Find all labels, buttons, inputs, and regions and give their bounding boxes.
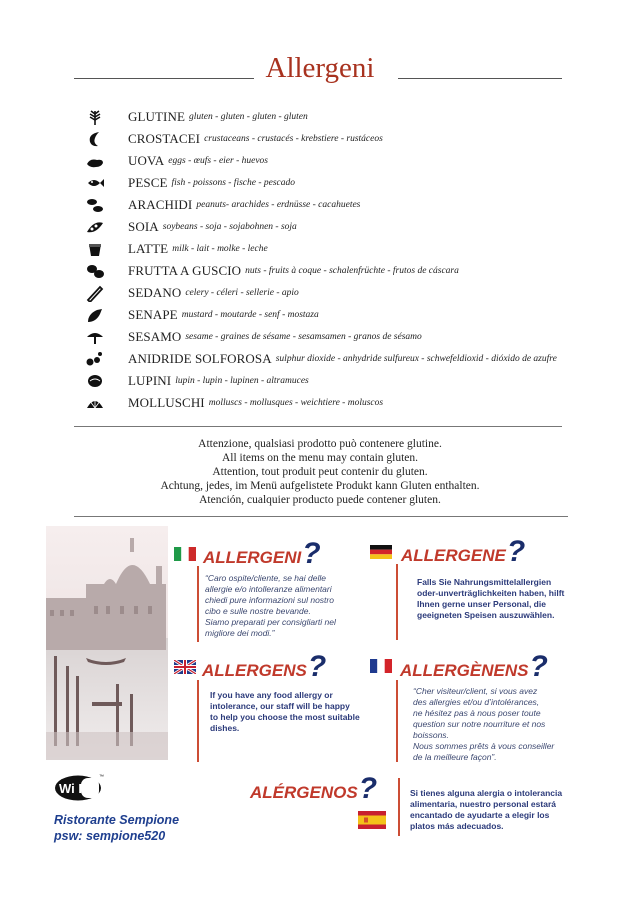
flag-france-icon [370,659,392,673]
text-es-line: encantado de ayudarte a elegir los [410,810,550,820]
allergen-translations: lupin - lupin - lupinen - altramuces [175,376,309,386]
allergen-name: LUPINI [128,373,172,388]
shrimp-icon [84,130,106,148]
nuts-icon [84,262,106,280]
allergen-name: SOIA [128,219,159,234]
allergen-name: PESCE [128,175,168,190]
allergens-title-it-text: ALLERGENI [203,548,302,567]
wifi-password: psw: sempione520 [54,829,166,843]
title-rule-right [398,78,562,79]
text-fr-line: des allergies et/ou d’intolérances, [413,697,540,707]
allergen-item [84,260,459,282]
allergen-item [84,150,268,172]
text-it-line: Siamo preparati per consigliarti nel [205,617,336,627]
allergens-title-es-text: ALÉRGENOS [250,783,358,802]
allergen-name: LATTE [128,241,169,256]
warning-line-fr: Attention, tout produit peut contenir du gluten. [212,466,428,478]
text-fr-line: ne hésitez pas à nous poser toute [413,708,541,718]
warning-line-en: All items on the menu may contain gluten. [221,452,419,464]
flag-spain-icon [358,811,386,829]
allergen-item [84,304,319,326]
text-fr-line: “Cher visiteur/client, si vous avez [413,686,538,696]
text-en-line: dishes. [210,723,240,733]
question-mark-en: ? [307,650,327,683]
text-it-line: allergie e/o intolleranze alimentari [205,584,332,594]
allergen-translations: gluten - gluten - gluten - gluten [189,112,308,122]
allergens-title-fr-text: ALLERGÈNENS [400,661,529,680]
question-mark-it: ? [302,537,321,570]
text-en-line: If you have any food allergy or [210,690,333,700]
allergen-translations: nuts - fruits à coque - schalenfrüchte - frutos de cáscara [245,266,459,276]
text-fr-line: Nous sommes prêts à vous conseiller [413,741,555,751]
celery-icon [84,284,106,302]
accent-bar-it [197,566,199,642]
allergen-item [84,216,297,238]
text-es-line: alimentaria, nuestro personal estará [410,799,556,809]
wifi-logo-text: Wi Fi [59,781,90,796]
text-de-line: oder-unverträglichkeiten haben, hilft [417,588,565,598]
text-es-line: Si tienes alguna alergia o intolerancia [410,788,563,798]
venice-image [46,526,168,760]
allergen-translations: sesame - graines de sésame - sesamsamen - granos de sésamo [185,332,422,342]
allergens-title-de [401,535,525,569]
allergen-name: CROSTACEI [128,131,201,146]
divider-bottom [74,516,568,517]
text-fr-line: question sur notre nourriture et nos [413,719,546,729]
question-mark-es: ? [358,772,378,805]
flag-italy-icon [174,547,196,561]
allergen-name: ARACHIDI [128,197,193,212]
lupin-icon [84,372,106,390]
allergens-title-it [203,537,321,571]
egg-icon [84,152,106,170]
peanut-icon [84,196,106,214]
allergens-text-en [210,690,360,734]
milk-icon [84,240,106,258]
allergen-item [84,194,360,216]
allergens-title-de-text: ALLERGENE [401,546,506,565]
text-es-line: platos más adecuados. [410,821,504,831]
allergen-translations: molluscs - mollusques - weichtiere - moluscos [208,398,384,408]
sesame-icon [84,328,106,346]
allergen-item [84,370,309,392]
flag-uk-icon [174,660,196,674]
text-en-line: to help you choose the most suitable [210,712,360,722]
shell-icon [84,394,106,412]
sulphite-icon [84,350,106,368]
allergens-text-fr [413,686,554,763]
accent-bar-en [197,680,199,762]
allergen-translations: eggs - œufs - eier - huevos [168,156,269,166]
soy-icon [84,218,106,236]
flag-germany-icon [370,545,392,559]
page-title: Allergeni [265,52,375,84]
allergen-translations: mustard - moutarde - senf - mostaza [181,310,319,320]
allergen-translations: celery - céleri - sellerie - apio [185,288,299,298]
warning-line-it: Attenzione, qualsiasi prodotto può contenere glutine. [198,438,442,450]
text-it-line: “Caro ospite/cliente, se hai delle [205,573,326,583]
text-it-line: chiedi pure informazioni sul nostro [205,595,334,605]
text-fr-line: boissons. [413,730,449,740]
divider-top [74,426,562,427]
allergen-item [84,238,268,260]
allergen-name: ANIDRIDE SOLFOROSA [128,351,272,366]
allergen-name: SESAMO [128,329,182,344]
allergens-title-en-text: ALLERGENS [202,661,307,680]
allergen-item [84,172,295,194]
allergens-text-de [417,577,564,621]
allergen-item [84,282,299,304]
question-mark-fr: ? [529,650,548,683]
allergens-title-es [250,772,377,806]
allergens-title-fr [400,650,548,684]
allergen-name: MOLLUSCHI [128,395,205,410]
allergen-item [84,392,383,414]
allergens-title-en [202,650,326,684]
allergen-name: SEDANO [128,285,182,300]
allergen-name: UOVA [128,153,165,168]
wifi-tm: ™ [99,774,104,780]
text-en-line: intolerance, our staff will be happy [210,701,350,711]
allergen-translations: peanuts- arachides - erdnüsse - cacahuetes [196,200,361,210]
allergen-translations: crustaceans - crustacés - krebstiere - rustáceos [204,134,383,144]
allergen-name: GLUTINE [128,109,186,124]
allergen-translations: milk - lait - molke - leche [172,244,268,254]
allergens-text-it [205,573,336,639]
allergen-item [84,326,422,348]
text-fr-line: de la meilleure façon”. [413,752,497,762]
allergen-translations: soybeans - soja - sojabohnen - soja [162,222,297,232]
accent-bar-fr [396,680,398,762]
allergen-translations: fish - poissons - fische - pescado [171,178,296,188]
text-it-line: migliore dei modi.” [205,628,275,638]
allergen-name: SENAPE [128,307,178,322]
wifi-logo-icon [54,772,106,802]
allergen-item [84,128,383,150]
allergen-name: FRUTTA A GUSCIO [128,263,242,278]
question-mark-de: ? [506,535,526,568]
allergens-text-es [410,788,562,832]
text-it-line: cibo e sulle nostre bevande. [205,606,311,616]
allergen-item [84,106,308,128]
wheat-icon [84,108,106,126]
text-de-line: Ihnen gerne unser Personal, die [417,599,546,609]
allergen-translations: sulphur dioxide - anhydride sulfureux - schwefeldioxid - dióxido de azufre [275,354,557,364]
accent-bar-es [398,778,400,836]
allergen-item [84,348,557,370]
warning-line-es: Atención, cualquier producto puede contener gluten. [199,494,441,506]
warning-line-de: Achtung, jedes, im Menü aufgelistete Produkt kann Gluten enthalten. [160,480,480,492]
mustard-icon [84,306,106,324]
text-de-line: geeigneten Speisen auszuwählen. [417,610,555,620]
fish-icon [84,174,106,192]
wifi-network-name: Ristorante Sempione [54,813,180,827]
text-de-line: Falls Sie Nahrungsmittelallergien [417,577,552,587]
accent-bar-de [396,564,398,640]
